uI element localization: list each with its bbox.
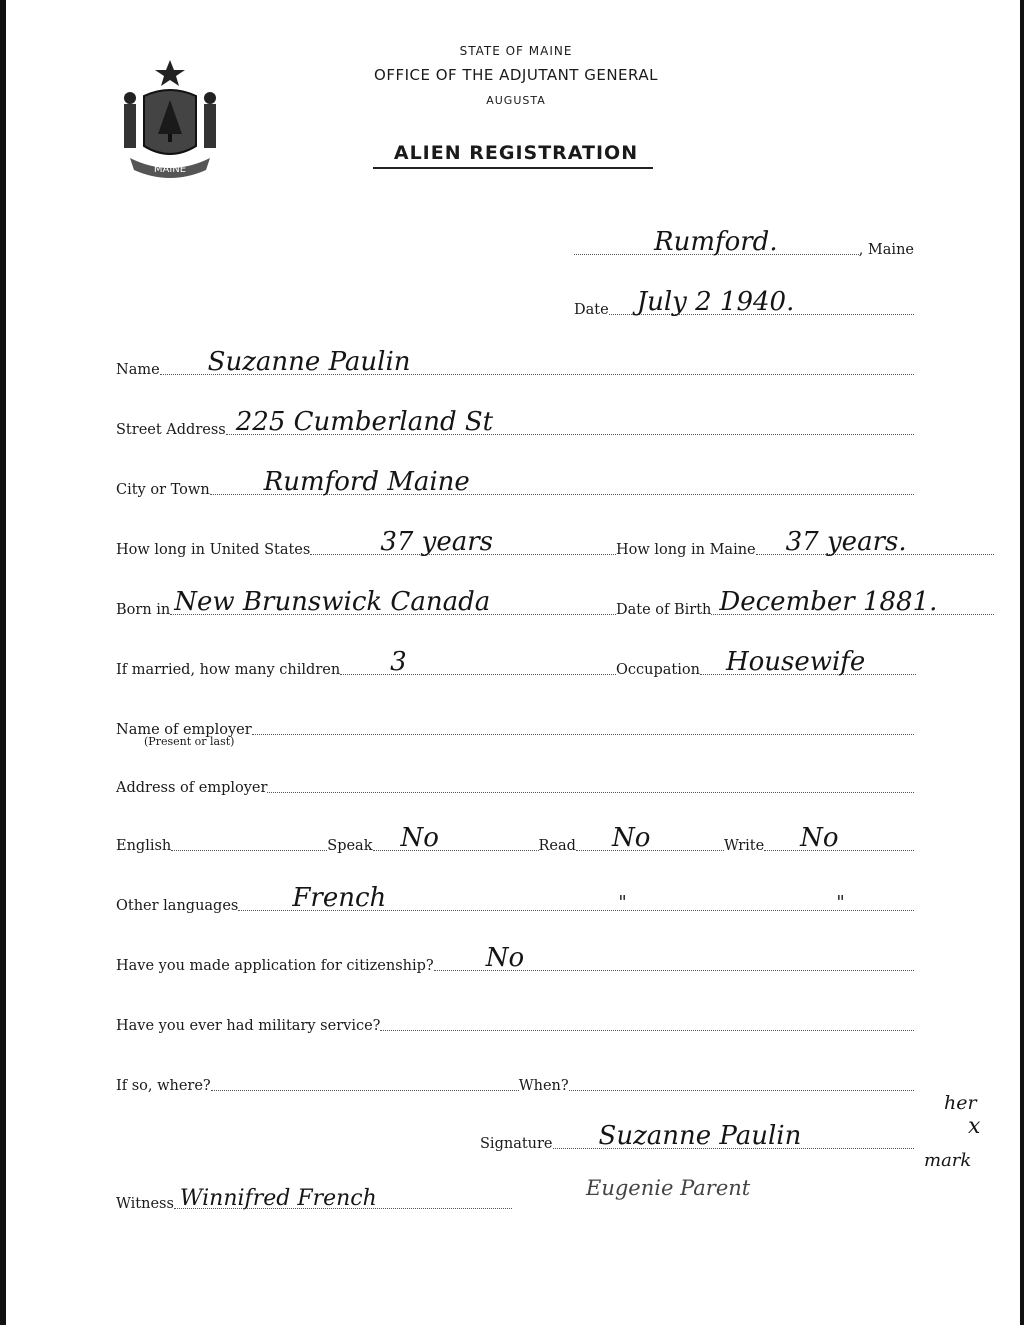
- signature-value: Suzanne Paulin: [598, 1121, 802, 1151]
- born-label: Born in: [116, 602, 171, 618]
- employer-field: [116, 716, 914, 738]
- other-languages-ditto-1: ": [618, 892, 627, 913]
- second-witness: Eugenie Parent: [586, 1176, 751, 1200]
- signature-mark-x: x: [968, 1114, 981, 1139]
- birth-date-field: [616, 587, 994, 618]
- name-value: Suzanne Paulin: [207, 347, 411, 377]
- speak-value: No: [400, 823, 439, 853]
- city-line: [210, 467, 914, 497]
- when-line: [569, 1072, 914, 1091]
- name-line: [160, 347, 914, 377]
- write-label: Write: [723, 838, 765, 854]
- maine-length-label: How long in Maine: [616, 542, 756, 558]
- children-label: If married, how many children: [116, 662, 341, 678]
- street-line: [226, 407, 914, 437]
- citizenship-value: No: [485, 943, 525, 973]
- children-field: [116, 647, 616, 678]
- city-heading: AUGUSTA: [486, 94, 546, 107]
- military-label: Have you ever had military service?: [116, 1018, 381, 1034]
- other-languages-value: French: [292, 883, 387, 913]
- place-line: [574, 227, 859, 257]
- citizenship-line: [434, 943, 914, 973]
- read-label: Read: [538, 838, 576, 854]
- children-line: [340, 647, 616, 677]
- signature-label: Signature: [480, 1136, 553, 1152]
- english-line: [171, 832, 327, 851]
- witness-label: Witness: [116, 1196, 174, 1212]
- english-field: [116, 823, 914, 854]
- maine-state-seal: [116, 58, 224, 182]
- us-length-field: [116, 527, 616, 558]
- citizenship-field: [116, 943, 914, 974]
- street-label: Street Address: [116, 422, 226, 438]
- signature-mark-word: mark: [924, 1150, 972, 1171]
- speak-label: Speak: [327, 838, 373, 854]
- employer-label: Name of employer: [116, 722, 252, 738]
- employer-address-line: [267, 774, 914, 793]
- employer-line: [252, 716, 914, 735]
- date-value: July 2 1940.: [636, 287, 795, 317]
- other-languages-field: [116, 883, 914, 914]
- children-value: 3: [390, 647, 407, 677]
- military-line: [380, 1012, 914, 1031]
- place-field: [574, 227, 914, 258]
- date-field: [574, 287, 914, 318]
- english-label: English: [116, 838, 172, 854]
- city-value: Rumford Maine: [263, 467, 470, 497]
- birth-date-value: December 1881.: [719, 587, 938, 617]
- citizenship-label: Have you made application for citizenship?: [116, 958, 434, 974]
- when-label: When?: [518, 1078, 569, 1094]
- city-label: City or Town: [116, 482, 210, 498]
- state-heading: STATE OF MAINE: [459, 44, 573, 58]
- read-line: [576, 823, 724, 853]
- seal-banner-text: MAINE: [153, 164, 187, 175]
- other-languages-line: [238, 883, 914, 913]
- other-languages-ditto-2: ": [836, 892, 845, 913]
- maine-length-field: [616, 527, 994, 558]
- date-label: Date: [574, 302, 609, 318]
- employer-address-label: Address of employer: [116, 780, 268, 796]
- speak-line: [373, 823, 539, 853]
- occupation-field: [616, 647, 916, 678]
- witness-line: [174, 1186, 512, 1211]
- born-field: [116, 587, 616, 618]
- place-label: , Maine: [858, 242, 914, 258]
- military-field: [116, 1012, 914, 1034]
- signature-line: [553, 1121, 914, 1151]
- write-value: No: [800, 823, 839, 853]
- born-line: [170, 587, 616, 617]
- signature-mark-her: her: [944, 1092, 977, 1114]
- street-value: 225 Cumberland St: [235, 407, 494, 437]
- occupation-value: Housewife: [725, 647, 866, 677]
- signature-field: [480, 1121, 914, 1152]
- write-line: [764, 823, 914, 853]
- where-label: If so, where?: [116, 1078, 211, 1094]
- us-length-label: How long in United States: [116, 542, 311, 558]
- occupation-label: Occupation: [616, 662, 700, 678]
- employer-address-field: [116, 774, 914, 796]
- name-field: [116, 347, 914, 378]
- birth-date-line: [711, 587, 994, 617]
- born-value: New Brunswick Canada: [174, 587, 491, 617]
- occupation-line: [700, 647, 916, 677]
- form-title: ALIEN REGISTRATION: [393, 142, 639, 164]
- maine-length-line: [756, 527, 994, 557]
- other-languages-label: Other languages: [116, 898, 239, 914]
- witness-value: Winnifred French: [179, 1186, 377, 1211]
- name-label: Name: [116, 362, 160, 378]
- date-line: [609, 287, 914, 317]
- street-field: [116, 407, 914, 438]
- birth-date-label: Date of Birth: [616, 602, 712, 618]
- where-when-field: [116, 1072, 914, 1094]
- read-value: No: [611, 823, 651, 853]
- witness-field: [116, 1186, 512, 1212]
- maine-length-value: 37 years.: [785, 527, 907, 557]
- title-underline: [373, 167, 653, 169]
- office-heading: OFFICE OF THE ADJUTANT GENERAL: [374, 66, 658, 84]
- place-value: Rumford.: [654, 227, 778, 257]
- employer-sublabel: (Present or last): [144, 735, 235, 748]
- us-length-value: 37 years: [380, 527, 494, 557]
- city-field: [116, 467, 914, 498]
- where-line: [211, 1072, 519, 1091]
- us-length-line: [310, 527, 616, 557]
